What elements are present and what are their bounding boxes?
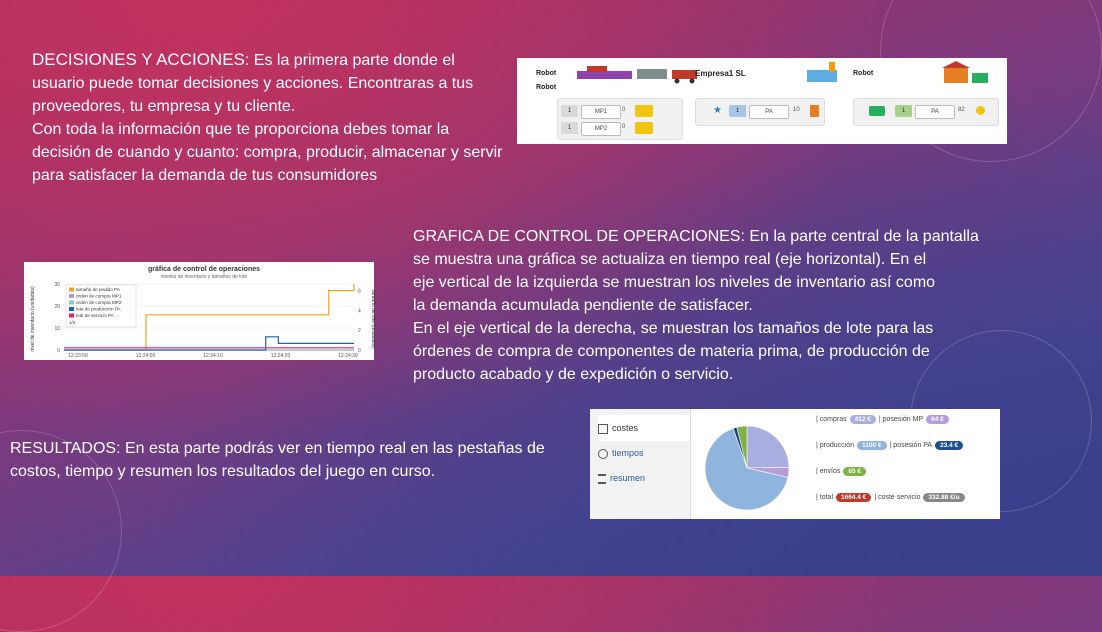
decisions-line-6: para satisfacer la demanda de tus consumidores bbox=[32, 167, 378, 184]
legend-entry[interactable]: lote de producción PA bbox=[76, 306, 121, 312]
mp2-stock: 0 bbox=[622, 124, 626, 130]
x-tick-label: 12:24:20 bbox=[270, 353, 291, 359]
chart-ylabel: nivel de inventario (unidades) bbox=[30, 286, 36, 352]
result-row bbox=[816, 493, 968, 502]
decisions-text bbox=[32, 48, 552, 187]
y2-tick-label: 0 bbox=[358, 348, 361, 354]
costs-icon bbox=[598, 424, 608, 434]
legend-entry[interactable]: tamaño de pedido PA bbox=[76, 287, 120, 292]
y2-tick-label: 2 bbox=[358, 328, 361, 335]
tab-costes[interactable]: costes bbox=[598, 415, 690, 441]
tab-tiempos[interactable]: tiempos bbox=[598, 440, 644, 466]
legend-pager[interactable]: 1/2 bbox=[69, 320, 76, 325]
result-label: | coste servicio bbox=[874, 494, 921, 501]
decisions-line-5: decisión de cuando y cuanto: compra, producir, almacenar y servir bbox=[32, 144, 503, 161]
pie-slice bbox=[747, 426, 789, 468]
results-text bbox=[10, 437, 590, 483]
decisions-line-3: proveedores, tu empresa y tu cliente. bbox=[32, 98, 296, 115]
pa-stock: 10 bbox=[793, 107, 800, 113]
result-row bbox=[816, 467, 869, 476]
client-label: Robot bbox=[853, 70, 874, 77]
decision-panel-screenshot bbox=[517, 58, 1007, 144]
pa-stack-icon[interactable] bbox=[810, 105, 819, 117]
legend-swatch bbox=[69, 294, 74, 298]
result-value-badge: 1664.4 € bbox=[836, 493, 871, 502]
costs-pie-chart bbox=[702, 423, 792, 513]
result-row bbox=[816, 415, 952, 424]
result-value-badge: 65 € bbox=[843, 467, 866, 476]
chart-y2label: tamaño de lote (unidades) bbox=[370, 289, 376, 349]
x-tick-label: 12:23:50 bbox=[68, 353, 88, 359]
result-row bbox=[816, 441, 966, 450]
result-label: | posesión PA bbox=[889, 442, 933, 449]
supplier-label-2: Robot bbox=[536, 84, 557, 91]
result-value-badge: 1100 € bbox=[857, 441, 887, 450]
result-label: | envíos bbox=[816, 468, 841, 475]
y2-tick-label: 4 bbox=[358, 308, 361, 315]
legend-entry[interactable]: orden de compra MP2 bbox=[76, 300, 122, 305]
decisions-heading: DECISIONES Y ACCIONES bbox=[32, 50, 245, 69]
x-tick-label: 12:24:10 bbox=[203, 353, 223, 359]
star-icon: ★ bbox=[713, 105, 722, 116]
operations-chart bbox=[24, 262, 374, 360]
company-label: Empresa1 SL bbox=[695, 69, 746, 78]
legend-entry[interactable]: lote de servicio PA bbox=[76, 313, 114, 318]
y-tick-label: 10 bbox=[54, 326, 60, 332]
result-label: | posesión MP bbox=[878, 416, 924, 423]
clock-icon bbox=[598, 449, 608, 459]
y2-tick-label: 6 bbox=[358, 288, 361, 295]
result-label: | producción bbox=[816, 442, 855, 449]
mp1-qty-input[interactable]: 1 bbox=[561, 105, 578, 117]
tab-resumen[interactable]: resumen bbox=[598, 465, 645, 491]
client-pa-qty-input[interactable]: 1 bbox=[895, 105, 912, 117]
x-tick-label: 12:24:30 bbox=[338, 353, 358, 359]
coin-icon bbox=[976, 106, 985, 115]
chart-text bbox=[413, 225, 1013, 386]
result-label: | total bbox=[816, 494, 833, 501]
legend-swatch bbox=[69, 314, 74, 318]
results-line-2: costos, tiempo y resumen los resultados del juego en curso. bbox=[10, 463, 436, 480]
mp2-field: MP2 bbox=[581, 122, 621, 136]
legend-swatch bbox=[69, 301, 74, 305]
pa-field: PA bbox=[749, 105, 789, 119]
chart-title: gráfica de control de operaciones bbox=[147, 266, 261, 273]
mp1-field: MP1 bbox=[581, 105, 621, 119]
result-value-badge: 412 € bbox=[850, 415, 876, 424]
mp2-forklift-icon[interactable] bbox=[635, 122, 653, 134]
y-tick-label: 30 bbox=[54, 282, 60, 288]
operations-chart-screenshot bbox=[24, 262, 374, 360]
delivery-truck-icon bbox=[869, 106, 885, 116]
mp2-qty-input[interactable]: 1 bbox=[561, 122, 578, 134]
mp1-forklift-icon[interactable] bbox=[635, 105, 653, 117]
x-tick-label: 12:24:00 bbox=[135, 353, 156, 359]
chart-line-5: En el eje vertical de la derecha, se muestran los tamaños de lote para las bbox=[413, 320, 934, 337]
result-value-badge: 332.88 €/u bbox=[923, 493, 964, 502]
y-tick-label: 0 bbox=[57, 348, 60, 354]
chart-line-4: la demanda acumulada pendiente de satisfacer. bbox=[413, 297, 753, 314]
client-pa-field: PA bbox=[915, 105, 955, 119]
supplier-label-1: Robot bbox=[536, 70, 557, 77]
mp1-stock: 0 bbox=[622, 107, 626, 113]
list-icon bbox=[598, 474, 606, 484]
legend-entry[interactable]: orden de compra MP1 bbox=[76, 293, 122, 299]
client-pa-stock: 82 bbox=[958, 107, 965, 113]
legend-swatch bbox=[69, 307, 74, 311]
result-label: | compras bbox=[816, 416, 847, 423]
decisions-line-4: Con toda la información que te proporciona debes tomar la bbox=[32, 121, 450, 138]
result-value-badge: 23.4 € bbox=[935, 441, 963, 450]
chart-line-2: se muestra una gráfica se actualiza en tiempo real (eje horizontal). En el bbox=[413, 251, 927, 268]
decisions-line-2: usuario puede tomar decisiones y acciones. Encontraras a tus bbox=[32, 75, 474, 92]
results-line-1: RESULTADOS: En esta parte podrás ver en tiempo real en las pestañas de bbox=[10, 440, 545, 457]
shop-icon bbox=[942, 61, 992, 83]
chart-line-1: GRAFICA DE CONTROL DE OPERACIONES: En la parte central de la pantalla bbox=[413, 228, 979, 245]
pa-qty-input[interactable]: 1 bbox=[729, 105, 746, 117]
chart-line-7: producto acabado y de expedición o servicio. bbox=[413, 366, 734, 383]
chart-line-3: eje vertical de la izquierda se muestran los niveles de inventario así como bbox=[413, 274, 936, 291]
result-value-badge: 64 € bbox=[926, 415, 949, 424]
y-tick-label: 20 bbox=[54, 304, 60, 310]
legend-swatch bbox=[69, 288, 74, 292]
chart-subtitle: niveles de inventario y tamaños de lote bbox=[160, 274, 248, 280]
results-panel-screenshot bbox=[590, 409, 1000, 519]
decisions-line-1: DECISIONES Y ACCIONES: Es la primera parte donde el bbox=[32, 50, 455, 69]
factory-icon bbox=[807, 62, 847, 82]
chart-line-6: órdenes de compra de componentes de materia prima, de producción de bbox=[413, 343, 930, 360]
supplier-truck-icon bbox=[577, 63, 707, 85]
